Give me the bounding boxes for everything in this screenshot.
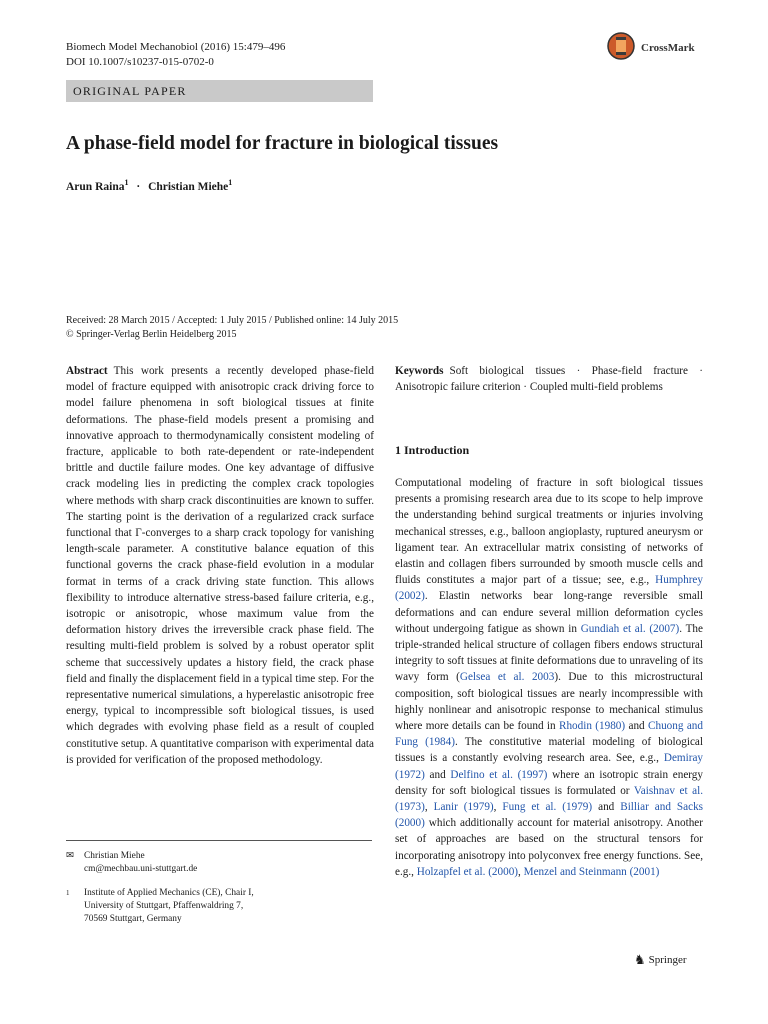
citation-link[interactable]: Humphrey (2002) xyxy=(395,574,703,603)
affiliation xyxy=(66,887,254,926)
crossmark-badge[interactable] xyxy=(606,33,716,63)
author-separator: · xyxy=(136,180,141,193)
publication-dates xyxy=(66,314,398,342)
doi-line[interactable]: DOI 10.1007/s10237-015-0702-0 xyxy=(66,56,214,68)
intro-text: and xyxy=(625,720,649,733)
article-type-banner: ORIGINAL PAPER xyxy=(66,80,373,102)
section-heading: 1 Introduction xyxy=(395,443,470,457)
abstract-text: This work presents a recently developed phase-field model of fracture equipped with anisotropic crack driving force to model failure phenomena in soft biological tissues at finite deformations. The phase-field models present a promising and innovative approach to thermodynamically consistent modeling of fracture, applicable to both rate-dependent or rate-independent brittle and ductile failure modes. One key advantage of diffusive crack modeling lies in predicting the complex crack topologies where methods with sharp crack discontinuities are known to suffer. The starting point is the derivation of a regularized crack surface functional that Γ-converges to a sharp crack topology for vanishing length-scale parameter. A constitutive balance equation of this functional governs the crack phase-field evolution in a modular format in terms of a crack driving state function. This allows flexibility to introduce alternative stress-based failure criteria, e.g., isotropic or anisotropic, whose maximum value from the deformation history drives the irreversible crack phase field. The resulting multi-field problem is solved by a robust operator split scheme that successively updates a history field, the crack phase field and finally the displacement field in a typical time step. For the representative numerical simulations, a hyperelastic anisotropic free energy, typical to incompressible soft biological tissues, is used which degrades with evolving phase field as a result of coupled constitutive setup. A quantitative comparison with experimental data is provided for verification of the proposed methodology. xyxy=(66,365,374,766)
affil-line: Institute of Applied Mechanics (CE), Chair I, xyxy=(84,888,254,898)
springer-horse-icon: ♞ xyxy=(634,952,646,967)
intro-text: Computational modeling of fracture in soft biological tissues presents a promising research area due to its scope to help improve the understanding behind surgical treatments or injuries involving mechanical stresses, e.g., balloon angioplasty, ruptured aneurysm or ligament tear. An extracellular matrix consisting of networks of elastin and collagen fibers surrounded by smooth muscle cells and fluids constitutes a major part of a tissue; see, e.g., xyxy=(395,477,703,587)
author-name[interactable]: Christian Miehe xyxy=(148,180,229,193)
contact-name: Christian Miehe xyxy=(84,851,145,861)
citation-link[interactable]: Chuong and Fung (1984) xyxy=(395,720,703,749)
corresponding-author xyxy=(66,850,197,876)
citation-link[interactable]: Vaishnav et al. (1973) xyxy=(395,784,703,814)
intro-text: and xyxy=(592,801,621,814)
intro-text: , xyxy=(518,865,524,878)
citation-link[interactable]: Menzel and Steinmann (2001) xyxy=(523,865,660,878)
author-affil-sup: 1 xyxy=(124,178,129,187)
copyright-line: © Springer-Verlag Berlin Heidelberg 2015 xyxy=(66,329,237,340)
citation-link[interactable]: Delfino et al. (1997) xyxy=(450,768,548,781)
abstract-heading: Abstract xyxy=(66,365,108,377)
journal-citation xyxy=(66,40,285,70)
affil-number: 1 xyxy=(66,889,70,897)
intro-paragraph xyxy=(395,475,703,880)
citation-link[interactable]: Demiray (1972) xyxy=(395,752,703,781)
citation-link[interactable]: Holzapfel et al. (2000) xyxy=(416,865,519,878)
journal-line: Biomech Model Mechanobiol (2016) 15:479–496 xyxy=(66,41,286,53)
intro-text: and xyxy=(424,768,451,781)
intro-text: where an isotropic strain energy density for soft biological tissues is formulated or xyxy=(395,768,703,797)
intro-text: ). Due to this microstructural composition, soft biological tissues are nearly incompressible with highly nonlinear and anisotropic response to mechanical stimulus where more details can be found in xyxy=(395,671,703,733)
intro-text: , xyxy=(493,801,503,814)
publisher-name: Springer xyxy=(648,954,687,966)
abstract-block xyxy=(66,363,374,768)
citation-link[interactable]: Billiar and Sacks (2000) xyxy=(395,801,704,830)
citation-link[interactable]: Gelsea et al. 2003 xyxy=(459,671,555,684)
publisher-mark xyxy=(634,952,687,968)
author-affil-sup: 1 xyxy=(228,178,233,187)
keywords-text: Soft biological tissues · Phase-field fracture · Anisotropic failure criterion · Coupled multi-field problems xyxy=(395,365,703,394)
intro-text: which additionally account for material anisotropy. Another set of approaches are based on the structural tensors for incorporating anisotropy into polyconvex free energy functions. See, e.g., xyxy=(395,817,703,878)
author-list xyxy=(66,178,232,193)
crossmark-label: CrossMark xyxy=(641,42,695,54)
citation-link[interactable]: Rhodin (1980) xyxy=(558,720,626,733)
author-name[interactable]: Arun Raina xyxy=(66,180,125,193)
paper-title: A phase-field model for fracture in biological tissues xyxy=(66,133,499,154)
affil-line: University of Stuttgart, Pfaffenwaldring 7, xyxy=(84,901,244,911)
keywords-block xyxy=(395,363,703,395)
keywords-heading: Keywords xyxy=(395,365,444,377)
contact-email[interactable]: cm@mechbau.uni-stuttgart.de xyxy=(84,864,198,874)
dates-line: Received: 28 March 2015 / Accepted: 1 July 2015 / Published online: 14 July 2015 xyxy=(66,315,399,326)
footnote-divider xyxy=(66,840,372,841)
citation-link[interactable]: Fung et al. (1979) xyxy=(502,801,593,814)
intro-text: . The constitutive material modeling of biological tissues is a constantly evolving research area. See, e.g., xyxy=(395,736,703,765)
intro-text: , xyxy=(424,801,434,814)
intro-text: . Elastin networks bear long-range reversible small deformations and can endure several million deformation cycles without undergoing fatigue as shown in xyxy=(395,590,703,635)
citation-link[interactable]: Lanir (1979) xyxy=(433,801,494,814)
citation-link[interactable]: Gundiah et al. (2007) xyxy=(580,622,680,635)
intro-text: . The triple-stranded helical structure of collagen fibers endows structural integrity to soft tissues at finite deformations due to unraveling of its wavy form ( xyxy=(395,622,703,684)
crossmark-icon xyxy=(606,31,636,66)
envelope-icon: ✉ xyxy=(66,851,74,861)
affil-line: 70569 Stuttgart, Germany xyxy=(84,914,182,924)
